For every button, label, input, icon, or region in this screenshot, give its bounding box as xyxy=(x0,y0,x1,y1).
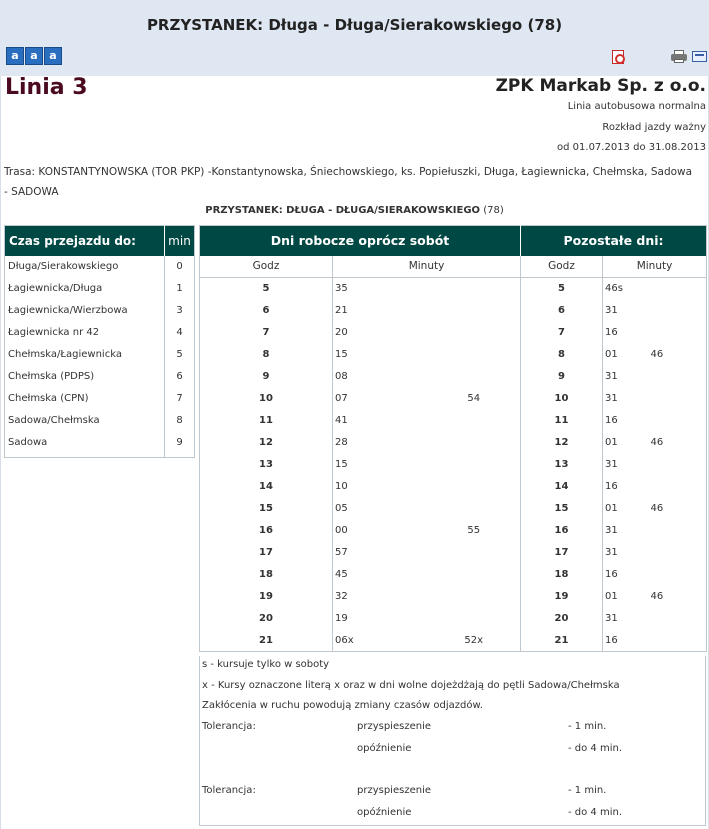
note-x: x - Kursy oznaczone literą x oraz w dni wolne dojeżdżają do pętli Sadowa/Chełmska xyxy=(202,680,620,691)
weekday-minute xyxy=(428,322,521,344)
weekday-hour: 12 xyxy=(200,432,333,454)
other-minute xyxy=(643,608,707,630)
timetable-row xyxy=(200,586,707,608)
other-days-header: Pozostałe dni: xyxy=(521,226,707,256)
other-minute: 46 xyxy=(650,437,664,448)
travel-stop-name: Łagiewnicka nr 42 xyxy=(5,322,165,344)
top-bar xyxy=(0,0,709,76)
weekday-minute: 32 xyxy=(335,591,348,602)
weekday-godz-label: Godz xyxy=(200,256,333,278)
timetable-row xyxy=(200,542,707,564)
weekday-minute xyxy=(428,542,521,564)
travel-row xyxy=(5,432,195,454)
tolerance-value: - do 4 min. xyxy=(568,743,623,754)
timetable-row xyxy=(200,498,707,520)
other-minute: 31 xyxy=(605,371,618,382)
note-disruption: Zakłócenia w ruchu powodują zmiany czasów odjazdów. xyxy=(202,700,483,711)
travel-minutes: 8 xyxy=(176,415,183,426)
weekday-minute xyxy=(428,278,521,300)
other-minute: 31 xyxy=(605,459,618,470)
weekday-minute: 19 xyxy=(335,613,348,624)
travel-row xyxy=(5,322,195,344)
weekday-minute xyxy=(428,344,521,366)
weekday-minute: 10 xyxy=(335,481,348,492)
other-minute: 16 xyxy=(605,415,618,426)
weekday-minute xyxy=(428,586,521,608)
travel-minutes: 4 xyxy=(176,327,183,338)
weekday-minute: 52x xyxy=(428,630,521,652)
travel-minutes: 6 xyxy=(176,371,183,382)
tolerance-kind: opóźnienie xyxy=(357,743,412,754)
other-minute xyxy=(643,630,707,652)
weekday-minute: 54 xyxy=(428,388,521,410)
weekday-hour: 14 xyxy=(200,476,333,498)
other-minute: 01 xyxy=(605,591,618,602)
other-hour: 18 xyxy=(521,564,603,586)
timetable-row xyxy=(200,454,707,476)
other-hour: 7 xyxy=(521,322,603,344)
other-hour: 21 xyxy=(521,630,603,652)
other-hour: 16 xyxy=(521,520,603,542)
weekday-minute: 21 xyxy=(335,305,348,316)
tolerance-value: - 1 min. xyxy=(568,721,607,732)
other-minute: 46s xyxy=(605,283,623,295)
other-minute xyxy=(643,410,707,432)
other-hour: 6 xyxy=(521,300,603,322)
other-hour: 14 xyxy=(521,476,603,498)
travel-time-table xyxy=(4,225,195,458)
travel-stop-name: Chełmska (PDPS) xyxy=(5,366,165,388)
other-hour: 17 xyxy=(521,542,603,564)
timetable-row xyxy=(200,564,707,586)
travel-header-to: Czas przejazdu do: xyxy=(5,226,165,256)
travel-stop-name: Łagiewnicka/Długa xyxy=(5,278,165,300)
pdf-icon[interactable] xyxy=(612,50,624,64)
line-type: Linia autobusowa normalna xyxy=(567,101,706,112)
weekday-hour: 6 xyxy=(200,300,333,322)
timetable-row xyxy=(200,410,707,432)
other-hour: 5 xyxy=(521,278,603,300)
stop-name: PRZYSTANEK: DŁUGA - DŁUGA/SIERAKOWSKIEGO xyxy=(205,205,481,216)
stop-heading xyxy=(0,205,709,216)
weekday-minute: 07 xyxy=(335,393,348,404)
other-minute: 16 xyxy=(605,327,618,338)
travel-row xyxy=(5,344,195,366)
print-icon[interactable] xyxy=(671,50,687,63)
weekday-hour: 5 xyxy=(200,278,333,300)
tolerance-label: Tolerancja: xyxy=(202,721,256,732)
other-minute: 31 xyxy=(605,393,618,404)
timetable-row xyxy=(200,278,707,300)
other-minute: 46 xyxy=(650,349,664,360)
weekday-hour: 21 xyxy=(200,630,333,652)
weekday-minuty-label: Minuty xyxy=(333,256,521,278)
travel-row xyxy=(5,278,195,300)
travel-minutes: 1 xyxy=(176,283,183,294)
other-hour: 11 xyxy=(521,410,603,432)
other-minute: 46 xyxy=(650,503,664,514)
other-minute xyxy=(643,542,707,564)
travel-row xyxy=(5,410,195,432)
other-minute xyxy=(643,564,707,586)
weekday-minute: 35 xyxy=(335,283,348,295)
travel-row xyxy=(5,388,195,410)
weekday-minute: 15 xyxy=(335,349,348,360)
other-minute xyxy=(643,520,707,542)
other-minute xyxy=(643,300,707,322)
other-minute: 16 xyxy=(605,569,618,580)
travel-stop-name: Długa/Sierakowskiego xyxy=(5,256,165,278)
other-minute xyxy=(643,476,707,498)
timetable-row xyxy=(200,344,707,366)
other-minute xyxy=(643,278,707,300)
weekday-minute: 15 xyxy=(335,459,348,470)
other-minute: 01 xyxy=(605,349,618,360)
other-minute: 16 xyxy=(605,634,618,646)
weekday-header: Dni robocze oprócz sobót xyxy=(200,226,521,256)
other-minute xyxy=(643,322,707,344)
timetable-row xyxy=(200,608,707,630)
weekday-hour: 11 xyxy=(200,410,333,432)
timetable-row xyxy=(200,388,707,410)
tolerance-value: - do 4 min. xyxy=(568,807,623,818)
weekday-hour: 10 xyxy=(200,388,333,410)
timetable-row xyxy=(200,476,707,498)
weekday-hour: 13 xyxy=(200,454,333,476)
tolerance-value: - 1 min. xyxy=(568,785,607,796)
weekday-minute xyxy=(428,300,521,322)
tolerance-kind: opóźnienie xyxy=(357,807,412,818)
travel-stop-name: Sadowa/Chełmska xyxy=(5,410,165,432)
weekday-minute xyxy=(428,498,521,520)
other-hour: 15 xyxy=(521,498,603,520)
weekday-minute xyxy=(428,476,521,498)
weekday-minute: 45 xyxy=(335,569,348,580)
other-minute: 46 xyxy=(650,591,664,602)
travel-stop-name: Sadowa xyxy=(5,432,165,454)
route-description: Trasa: KONSTANTYNOWSKA (TOR PKP) -Konstantynowska, Śniechowskiego, ks. Popiełuszki, Długa, Łagiewnicka, Chełmska, Sadowa - SADOWA xyxy=(4,166,693,198)
font-size-medium-button[interactable]: a xyxy=(25,47,43,65)
travel-row xyxy=(5,300,195,322)
valid-range: od 01.07.2013 do 31.08.2013 xyxy=(557,142,706,153)
weekday-hour: 7 xyxy=(200,322,333,344)
timetable-row xyxy=(200,366,707,388)
tolerance-label: Tolerancja: xyxy=(202,785,256,796)
weekday-hour: 15 xyxy=(200,498,333,520)
weekday-minute: 55 xyxy=(428,520,521,542)
travel-minutes: 0 xyxy=(176,261,183,272)
weekday-hour: 18 xyxy=(200,564,333,586)
timetable-row xyxy=(200,520,707,542)
notes-section xyxy=(199,656,706,826)
font-size-controls xyxy=(6,47,62,65)
other-minute: 31 xyxy=(605,525,618,536)
note-s: s - kursuje tylko w soboty xyxy=(202,659,330,670)
travel-minutes: 9 xyxy=(176,437,183,448)
weekday-hour: 16 xyxy=(200,520,333,542)
weekday-minute: 08 xyxy=(335,371,348,382)
other-minute xyxy=(643,454,707,476)
weekday-minute xyxy=(428,454,521,476)
other-minuty-label: Minuty xyxy=(603,256,707,278)
travel-stop-name: Łagiewnicka/Wierzbowa xyxy=(5,300,165,322)
other-minute: 01 xyxy=(605,437,618,448)
other-minute: 31 xyxy=(605,547,618,558)
other-minute: 31 xyxy=(605,305,618,316)
travel-minutes: 7 xyxy=(176,393,183,404)
font-size-small-button[interactable]: a xyxy=(6,47,24,65)
other-minute xyxy=(643,366,707,388)
timetable-row xyxy=(200,300,707,322)
other-minute xyxy=(643,388,707,410)
timetable-row xyxy=(200,432,707,454)
valid-label: Rozkład jazdy ważny xyxy=(602,122,706,133)
weekday-minute: 41 xyxy=(335,415,348,426)
travel-minutes: 5 xyxy=(176,349,183,360)
other-hour: 8 xyxy=(521,344,603,366)
stop-number: (78) xyxy=(483,205,504,216)
travel-minutes: 3 xyxy=(176,305,183,316)
travel-header-min: min xyxy=(165,226,195,256)
other-hour: 19 xyxy=(521,586,603,608)
weekday-minute: 06x xyxy=(335,634,354,646)
weekday-minute xyxy=(428,432,521,454)
travel-stop-name: Chełmska (CPN) xyxy=(5,388,165,410)
weekday-minute: 57 xyxy=(335,547,348,558)
tolerance-kind: przyspieszenie xyxy=(357,721,431,732)
timetable-row xyxy=(200,630,707,652)
weekday-minute: 00 xyxy=(335,525,348,536)
weekday-hour: 9 xyxy=(200,366,333,388)
departure-timetable xyxy=(199,225,707,652)
other-hour: 10 xyxy=(521,388,603,410)
travel-stop-name: Chełmska/Łagiewnicka xyxy=(5,344,165,366)
weekday-minute: 05 xyxy=(335,503,348,514)
travel-row xyxy=(5,366,195,388)
other-minute: 01 xyxy=(605,503,618,514)
travel-row xyxy=(5,256,195,278)
company-name: ZPK Markab Sp. z o.o. xyxy=(495,76,706,96)
page-title: PRZYSTANEK: Długa - Długa/Sierakowskiego (78) xyxy=(146,16,563,34)
other-minute: 16 xyxy=(605,481,618,492)
weekday-hour: 20 xyxy=(200,608,333,630)
weekday-minute xyxy=(428,608,521,630)
weekday-minute: 28 xyxy=(335,437,348,448)
weekday-minute xyxy=(428,366,521,388)
weekday-hour: 8 xyxy=(200,344,333,366)
mail-icon[interactable] xyxy=(692,51,707,62)
weekday-minute xyxy=(428,410,521,432)
other-hour: 12 xyxy=(521,432,603,454)
weekday-hour: 19 xyxy=(200,586,333,608)
font-size-large-button[interactable]: a xyxy=(44,47,62,65)
weekday-hour: 17 xyxy=(200,542,333,564)
weekday-minute: 20 xyxy=(335,327,348,338)
line-title: Linia 3 xyxy=(5,75,88,100)
weekday-minute xyxy=(428,564,521,586)
timetable-row xyxy=(200,322,707,344)
other-hour: 20 xyxy=(521,608,603,630)
other-minute: 31 xyxy=(605,613,618,624)
other-hour: 13 xyxy=(521,454,603,476)
other-hour: 9 xyxy=(521,366,603,388)
tolerance-kind: przyspieszenie xyxy=(357,785,431,796)
other-godz-label: Godz xyxy=(521,256,603,278)
